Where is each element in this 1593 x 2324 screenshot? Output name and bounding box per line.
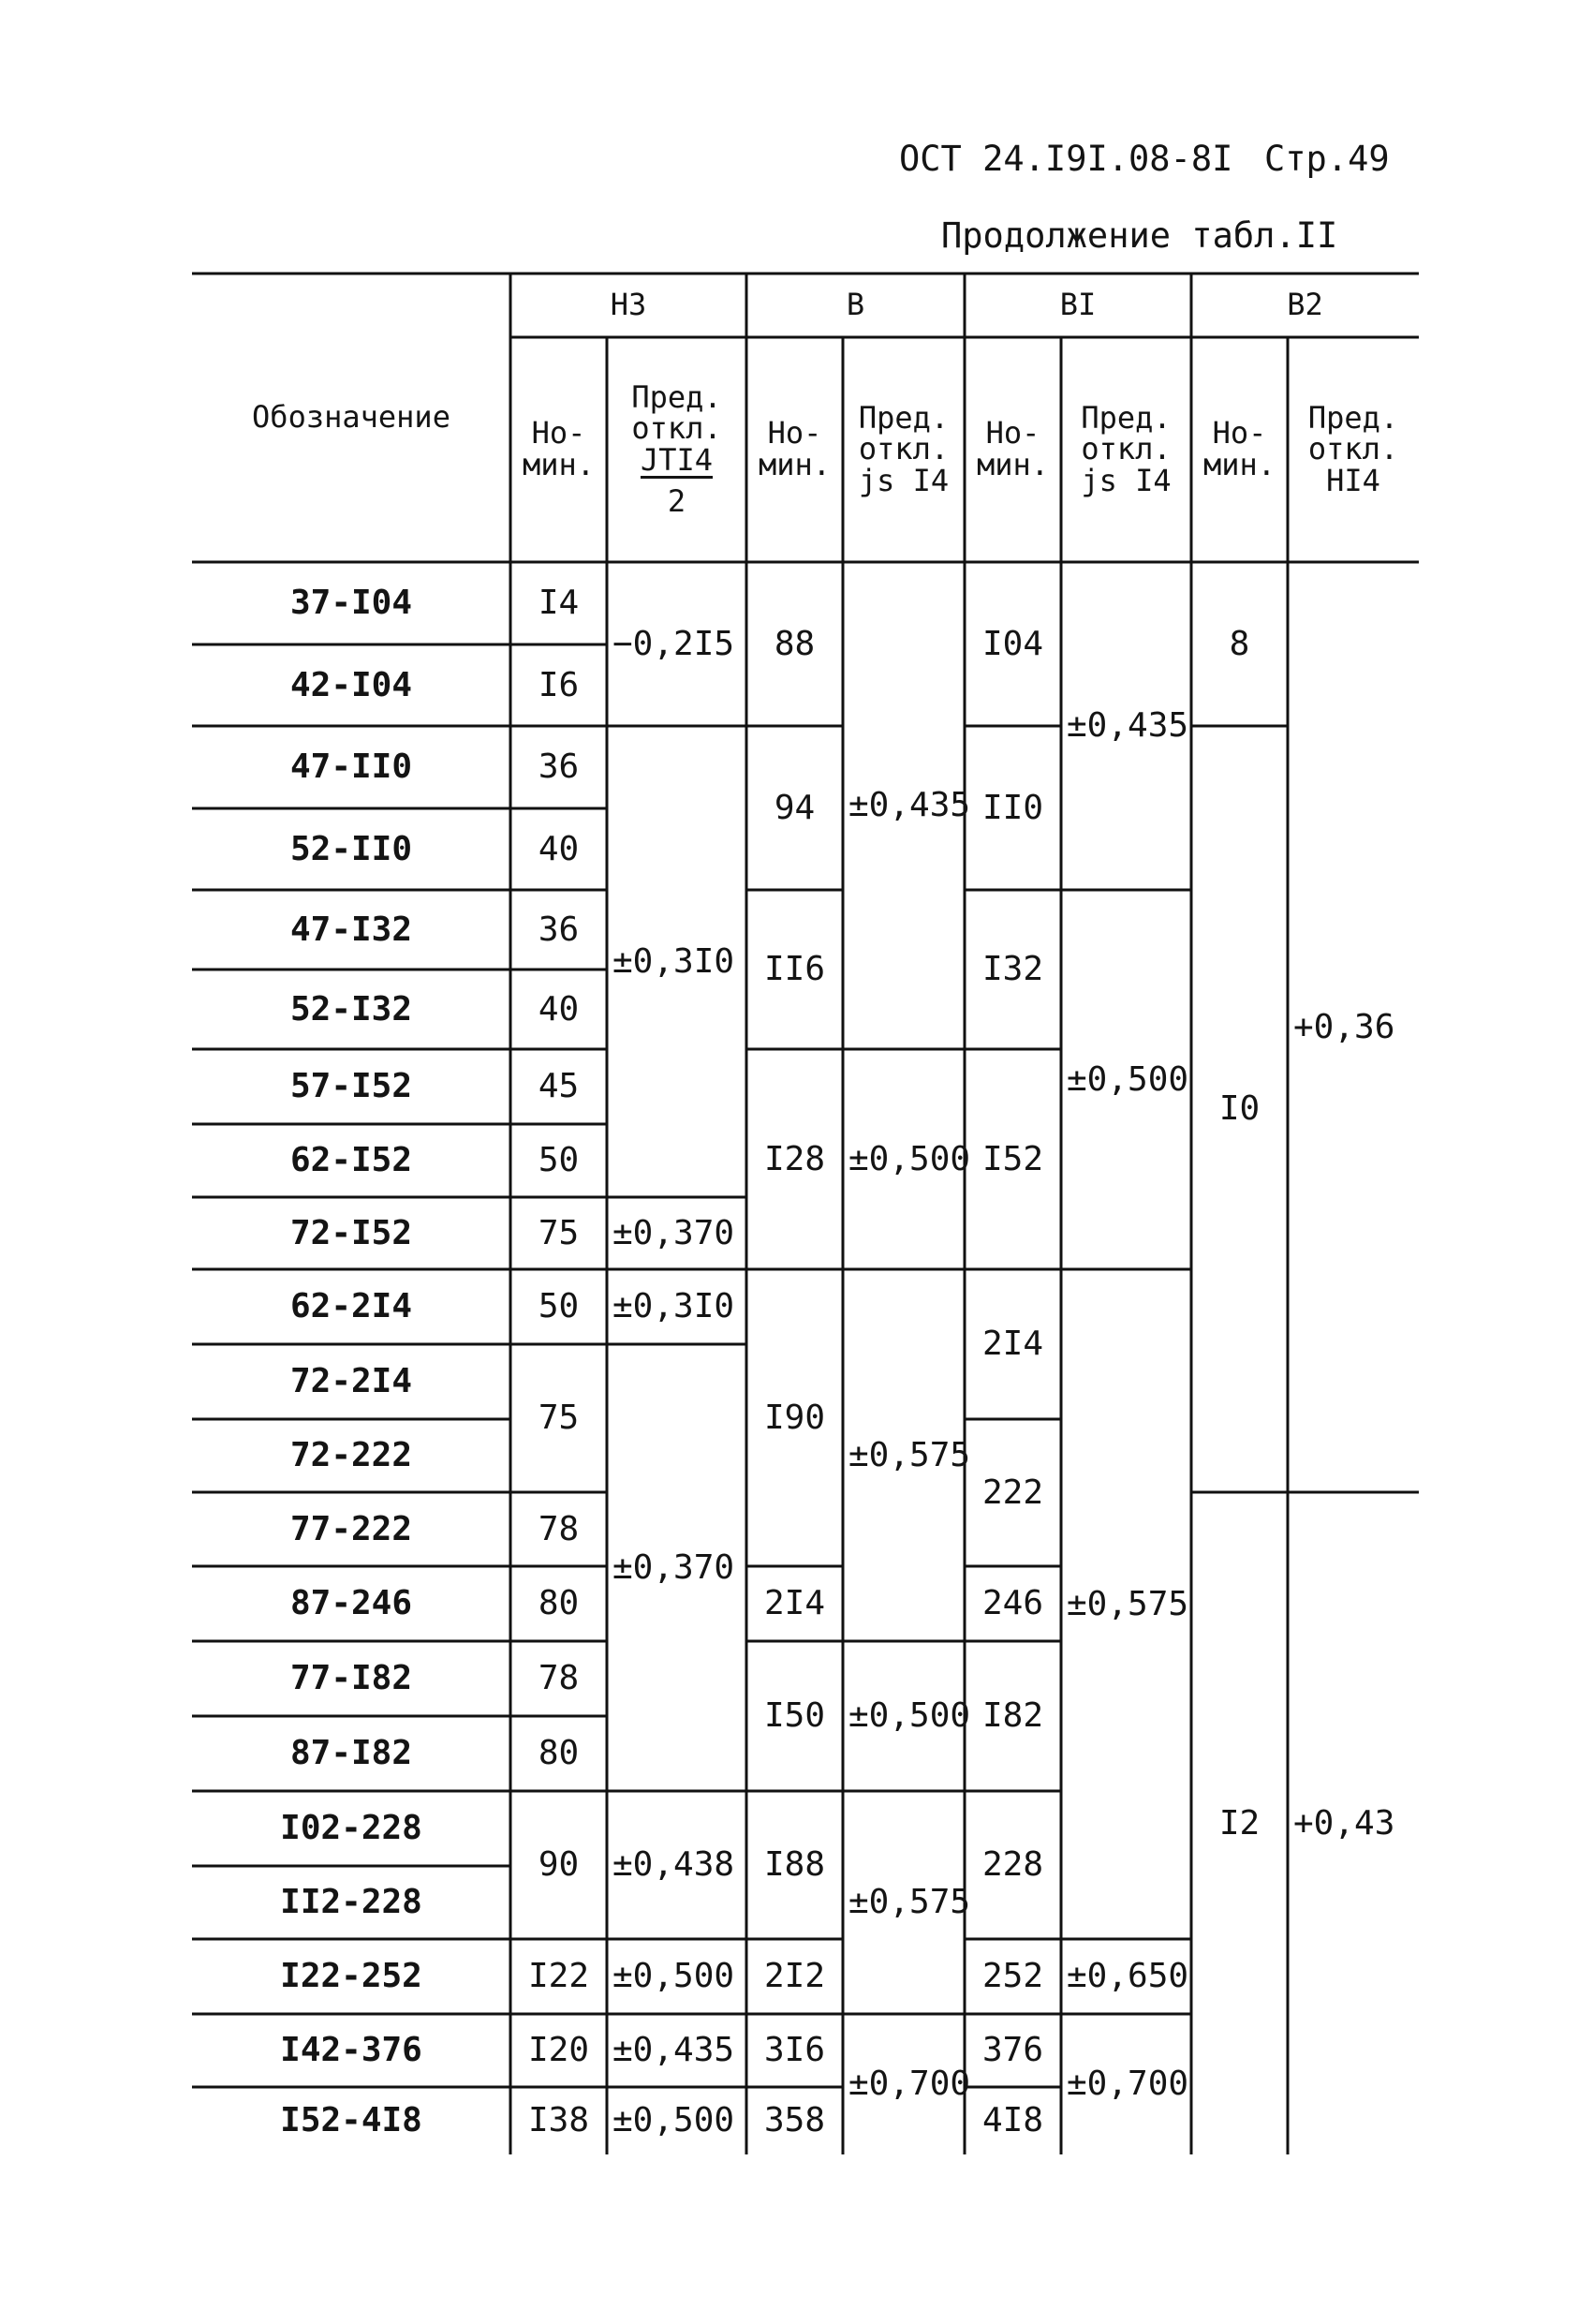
b-nominal-cell: 358 xyxy=(763,2101,826,2140)
b1-nominal-cell: 376 xyxy=(981,2031,1044,2070)
h3-deviation-cell: ±0,438 xyxy=(612,1845,735,1885)
designation-cell: 87-246 xyxy=(289,1584,413,1623)
b2-nominal-cell: 8 xyxy=(1229,624,1250,663)
h3-deviation-cell: ±0,370 xyxy=(612,1547,735,1587)
nominal-header: Но- мин. xyxy=(1202,415,1276,482)
h3-nominal-cell: 36 xyxy=(538,748,580,787)
b1-nominal-cell: II0 xyxy=(981,788,1044,827)
nominal-header: Но- мин. xyxy=(522,415,596,482)
b1-deviation-cell: ±0,700 xyxy=(1067,2065,1189,2104)
designation-cell: II2-228 xyxy=(280,1883,422,1922)
b2-deviation-cell: +0,36 xyxy=(1293,1007,1395,1046)
h3-nominal-cell: I38 xyxy=(527,2101,590,2140)
designation-cell: 72-2I4 xyxy=(289,1362,413,1401)
h3-deviation-header-frac: JTI4 xyxy=(640,442,714,478)
b1-deviation-cell: ±0,575 xyxy=(1067,1584,1189,1623)
b1-nominal-cell: 252 xyxy=(981,1957,1044,1996)
designation-cell: I22-252 xyxy=(280,1957,422,1996)
b2-deviation-cell: +0,43 xyxy=(1293,1803,1395,1843)
designation-cell: 77-I82 xyxy=(289,1659,413,1698)
h3-nominal-cell: I4 xyxy=(538,584,580,623)
b1-nominal-cell: I04 xyxy=(981,624,1044,663)
b-deviation-cell: ±0,500 xyxy=(848,1696,971,1736)
b-deviation-cell: ±0,575 xyxy=(848,1435,971,1474)
b1-deviation-header: Пред. откл. js I4 xyxy=(1081,399,1172,498)
h3-deviation-cell: ±0,370 xyxy=(612,1213,735,1252)
designation-cell: 62-2I4 xyxy=(289,1287,413,1326)
h3-nominal-cell: I22 xyxy=(527,1957,590,1996)
document-code: ОСТ 24.I9I.08-8I xyxy=(899,139,1233,179)
page-number: Стр.49 xyxy=(1264,139,1390,179)
designation-cell: 52-II0 xyxy=(289,829,413,868)
b1-nominal-cell: I32 xyxy=(981,950,1044,989)
b1-deviation-cell: ±0,500 xyxy=(1067,1059,1189,1099)
nominal-header: Но- мин. xyxy=(976,415,1050,482)
b2-nominal-cell: I0 xyxy=(1218,1089,1261,1129)
h3-nominal-cell: 36 xyxy=(538,910,580,949)
b1-nominal-cell: 222 xyxy=(981,1473,1044,1512)
b1-nominal-cell: 2I4 xyxy=(981,1325,1044,1364)
designation-cell: I42-376 xyxy=(280,2031,422,2070)
h3-deviation-header-den: 2 xyxy=(667,482,686,519)
h3-nominal-cell: 50 xyxy=(538,1141,580,1180)
b-nominal-cell: II6 xyxy=(763,950,826,989)
nominal-header: Но- мин. xyxy=(758,415,832,482)
b-nominal-cell: 88 xyxy=(774,624,816,663)
designation-header: Обозначение xyxy=(252,399,450,436)
h3-nominal-cell: 80 xyxy=(538,1584,580,1623)
h3-nominal-cell: 90 xyxy=(538,1845,580,1885)
designation-cell: I02-228 xyxy=(280,1809,422,1848)
designation-cell: 57-I52 xyxy=(289,1067,413,1106)
h3-nominal-cell: 45 xyxy=(538,1067,580,1106)
b-nominal-cell: I88 xyxy=(763,1845,826,1885)
b-nominal-cell: I90 xyxy=(763,1398,826,1437)
designation-cell: 72-222 xyxy=(289,1436,413,1475)
b2-deviation-header: Пред. откл. HI4 xyxy=(1307,399,1399,498)
h3-nominal-cell: I6 xyxy=(538,665,580,704)
b-nominal-cell: 94 xyxy=(774,788,816,827)
h3-deviation-cell: −0,2I5 xyxy=(612,624,735,663)
h3-deviation-cell: ±0,3I0 xyxy=(612,1287,735,1326)
h3-deviation-header xyxy=(607,337,746,562)
h3-deviation-cell: ±0,500 xyxy=(612,2101,735,2140)
h3-deviation-cell: ±0,3I0 xyxy=(612,941,735,981)
b1-nominal-cell: 228 xyxy=(981,1845,1044,1885)
b1-deviation-cell: ±0,650 xyxy=(1067,1957,1189,1996)
b-nominal-cell: I50 xyxy=(763,1696,826,1736)
b-deviation-cell: ±0,500 xyxy=(848,1139,971,1178)
b-nominal-cell: 2I4 xyxy=(763,1584,826,1623)
b-nominal-cell: 3I6 xyxy=(763,2031,826,2070)
designation-cell: 52-I32 xyxy=(289,989,413,1029)
group-h3-header: Н3 xyxy=(610,287,647,323)
table-continuation-caption: Продолжение табл.II xyxy=(941,215,1338,256)
designation-cell: 77-222 xyxy=(289,1509,413,1548)
h3-nominal-cell: 40 xyxy=(538,989,580,1029)
b-nominal-cell: I28 xyxy=(763,1139,826,1178)
h3-deviation-cell: ±0,500 xyxy=(612,1957,735,1996)
designation-cell: 62-I52 xyxy=(289,1141,413,1180)
designation-cell: 87-I82 xyxy=(289,1734,413,1773)
designation-cell: 47-I32 xyxy=(289,910,413,949)
group-b1-header: ВI xyxy=(1059,287,1097,323)
h3-deviation-cell: ±0,435 xyxy=(612,2031,735,2070)
designation-cell: 47-II0 xyxy=(289,748,413,787)
b-nominal-cell: 2I2 xyxy=(763,1957,826,1996)
b1-nominal-cell: I82 xyxy=(981,1696,1044,1736)
designation-cell: 37-I04 xyxy=(289,584,413,623)
h3-nominal-cell: I20 xyxy=(527,2031,590,2070)
b-deviation-cell: ±0,575 xyxy=(848,1883,971,1922)
h3-nominal-cell: 75 xyxy=(538,1399,580,1438)
b-deviation-header: Пред. откл. js I4 xyxy=(858,399,950,498)
b-deviation-cell: ±0,435 xyxy=(848,786,971,825)
designation-cell: 72-I52 xyxy=(289,1213,413,1252)
h3-nominal-cell: 50 xyxy=(538,1287,580,1326)
designation-cell: I52-4I8 xyxy=(280,2101,422,2140)
h3-nominal-cell: 78 xyxy=(538,1509,580,1548)
h3-nominal-cell: 40 xyxy=(538,829,580,868)
h3-nominal-cell: 78 xyxy=(538,1659,580,1698)
h3-deviation-header-top: Пред. откл. xyxy=(631,378,722,447)
designation-cell: 42-I04 xyxy=(289,665,413,704)
b1-nominal-cell: I52 xyxy=(981,1139,1044,1178)
group-b2-header: В2 xyxy=(1287,287,1323,323)
b1-nominal-cell: 4I8 xyxy=(981,2101,1044,2140)
h3-nominal-cell: 75 xyxy=(538,1213,580,1252)
group-b-header: В xyxy=(846,287,865,323)
h3-nominal-cell: 80 xyxy=(538,1734,580,1773)
b2-nominal-cell: I2 xyxy=(1218,1803,1261,1843)
b-deviation-cell: ±0,700 xyxy=(848,2065,971,2104)
b1-deviation-cell: ±0,435 xyxy=(1067,706,1189,746)
b1-nominal-cell: 246 xyxy=(981,1584,1044,1623)
